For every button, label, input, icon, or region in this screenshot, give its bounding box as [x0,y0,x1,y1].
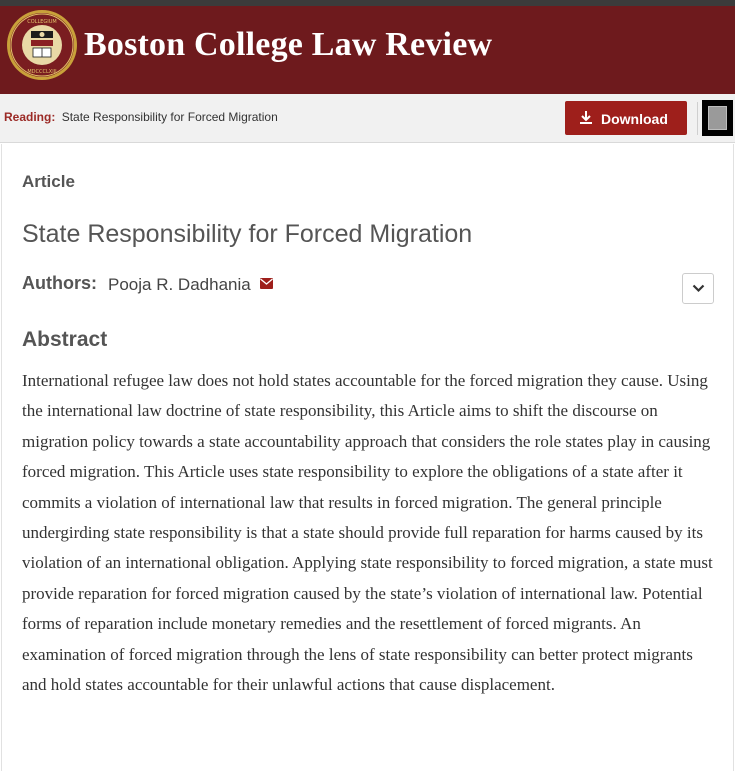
envelope-icon[interactable] [260,278,273,289]
college-seal-logo[interactable] [6,9,78,81]
site-title[interactable]: Boston College Law Review [84,26,493,63]
reading-indicator [4,110,278,124]
authors-label: Authors: [22,273,97,293]
expand-authors-button[interactable] [682,273,714,304]
abstract-heading: Abstract [22,328,108,351]
toolbar-divider [697,102,698,135]
page-title: State Responsibility for Forced Migration [22,220,473,248]
abstract-text: International refugee law does not hold states accountable for the forced migration they cause. Using the international law doctrine of state responsibility, this Article aims to shift the discourse on migration policy towards a state accountability approach that considers the role states play in causing forced migration. This Article uses state responsibility to explore the obligations of a state after it commits a violation of international law that results in forced migration. The general principle undergirding state responsibility is that a state should provide full reparation for harms caused by its violation of an international obligation. Applying state responsibility to forced migration, a state must provide reparation for forced migration caused by the state’s violation of international law. Potential forms of reparation include monetary remedies and the resettlement of forced migrants. An examination of forced migration through the lens of state responsibility can better protect migrants and hold states accountable for their unlawful actions that cause displacement. [22,371,713,695]
svg-text:MDCCCLXIII: MDCCCLXIII [27,69,57,75]
reading-title: State Responsibility for Forced Migration [61,110,278,124]
authors-row [22,273,722,303]
chevron-down-icon [692,284,705,293]
site-header [0,6,735,94]
reading-toolbar [0,94,735,143]
sidebar-toggle-icon [708,106,727,130]
download-label: Download [601,111,668,127]
author-name[interactable]: Pooja R. Dadhania [108,275,251,294]
download-button[interactable] [565,101,687,135]
svg-text:COLLEGIUM: COLLEGIUM [27,19,57,25]
article-type: Article [22,172,75,191]
article-content [1,144,734,771]
sidebar-toggle-button[interactable] [702,100,733,136]
reading-label: Reading: [4,110,56,124]
download-icon [580,111,592,125]
